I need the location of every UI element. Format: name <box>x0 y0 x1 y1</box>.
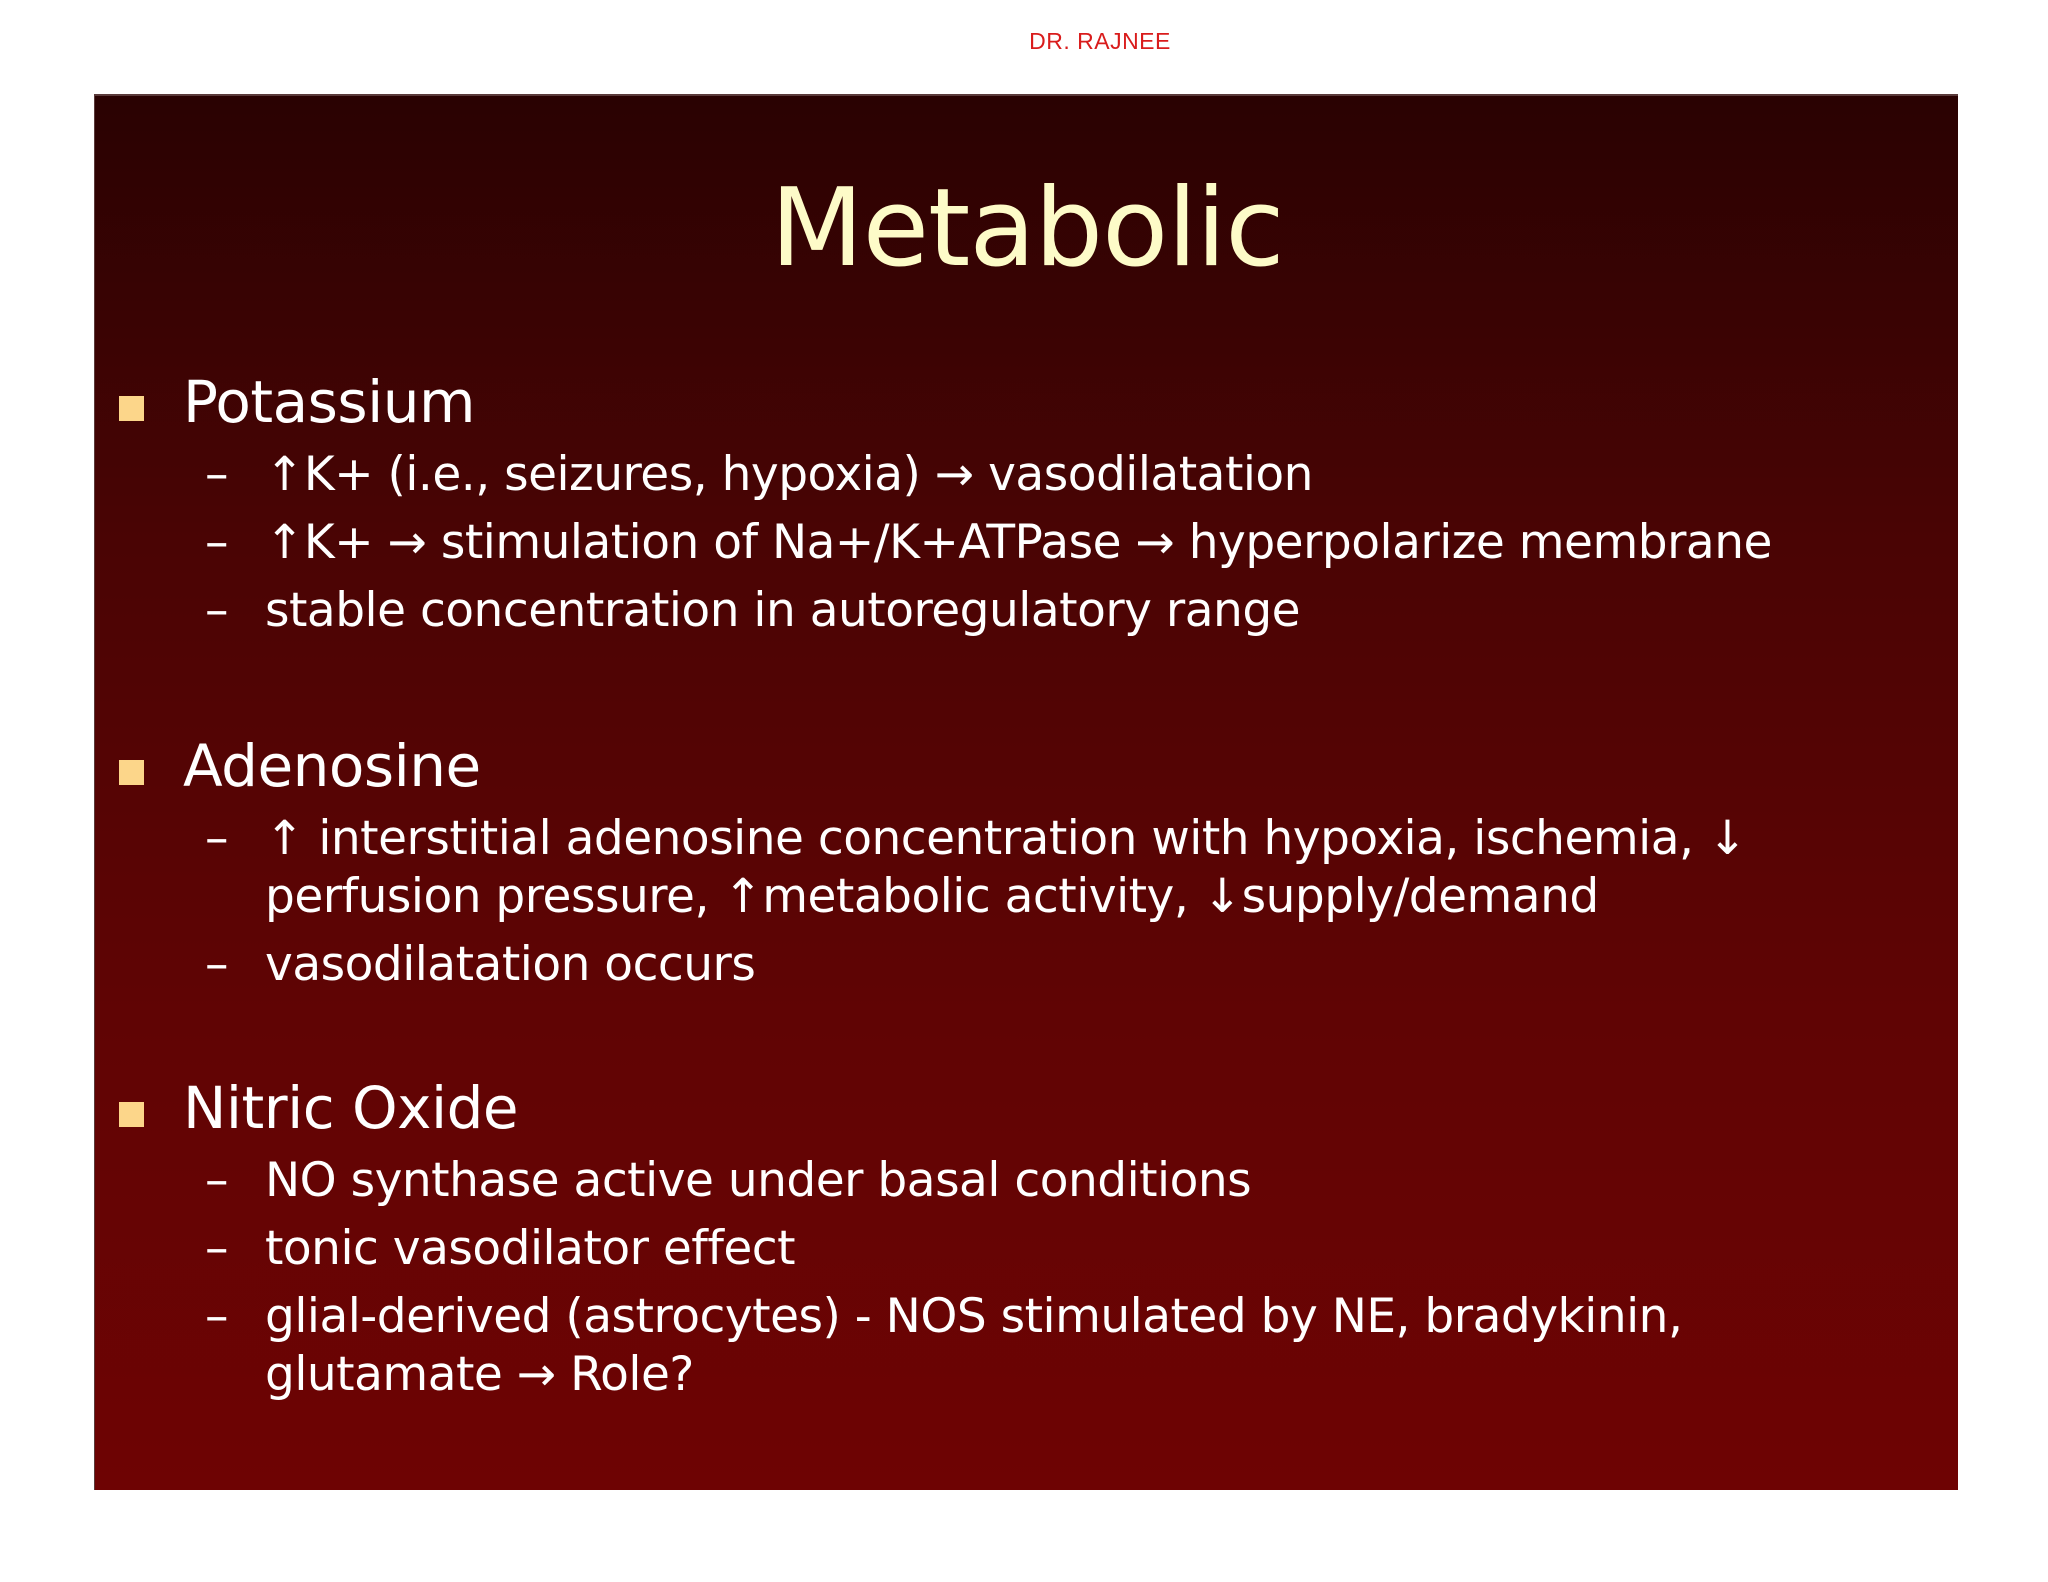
square-bullet-icon <box>119 396 144 421</box>
section-heading: Nitric Oxide <box>183 1074 519 1142</box>
dash-bullet-icon: – <box>205 447 228 502</box>
author-header: DR. RAJNEE <box>1029 28 1171 54</box>
sub-bullet-text: tonic vasodilator effect <box>265 1221 796 1276</box>
dash-bullet-icon: – <box>205 583 228 638</box>
sub-bullet-item <box>95 936 1959 994</box>
sub-bullet-text: glial-derived (astrocytes) - NOS stimulated by NE, bradykinin, glutamate → Role? <box>265 1289 1683 1402</box>
sub-bullet-item <box>95 1288 1959 1404</box>
square-bullet-icon <box>119 760 144 785</box>
sub-bullet-text: ↑K+ → stimulation of Na+/K+ATPase → hyperpolarize membrane <box>265 515 1772 570</box>
section-heading: Adenosine <box>183 732 481 800</box>
sub-bullet-text: NO synthase active under basal conditions <box>265 1153 1252 1208</box>
dash-bullet-icon: – <box>205 1289 228 1344</box>
sub-bullet-item <box>95 1220 1959 1278</box>
section-nitric-oxide <box>95 1074 1959 1414</box>
section-adenosine <box>95 732 1959 1004</box>
sub-bullet-item <box>95 1152 1959 1210</box>
section-potassium <box>95 368 1959 650</box>
sub-bullet-text: stable concentration in autoregulatory range <box>265 583 1301 638</box>
dash-bullet-icon: – <box>205 811 228 866</box>
dash-bullet-icon: – <box>205 937 228 992</box>
sub-bullet-list <box>95 446 1959 640</box>
sub-bullet-item <box>95 582 1959 640</box>
slide <box>94 94 1958 1490</box>
sub-bullet-item <box>95 514 1959 572</box>
dash-bullet-icon: – <box>205 1221 228 1276</box>
slide-title: Metabolic <box>770 166 1284 291</box>
dash-bullet-icon: – <box>205 515 228 570</box>
sub-bullet-list <box>95 1152 1959 1404</box>
section-heading-row <box>95 1074 1959 1152</box>
sub-bullet-text: ↑ interstitial adenosine concentration with hypoxia, ischemia, ↓ perfusion pressure, ↑metabolic activity, ↓supply/demand <box>265 811 1747 924</box>
sub-bullet-list <box>95 810 1959 994</box>
section-heading-row <box>95 732 1959 810</box>
section-heading: Potassium <box>183 368 475 436</box>
section-heading-row <box>95 368 1959 446</box>
dash-bullet-icon: – <box>205 1153 228 1208</box>
sub-bullet-item <box>95 446 1959 504</box>
sub-bullet-text: vasodilatation occurs <box>265 937 756 992</box>
sub-bullet-text: ↑K+ (i.e., seizures, hypoxia) → vasodilatation <box>265 447 1313 502</box>
square-bullet-icon <box>119 1102 144 1127</box>
sub-bullet-item <box>95 810 1959 926</box>
